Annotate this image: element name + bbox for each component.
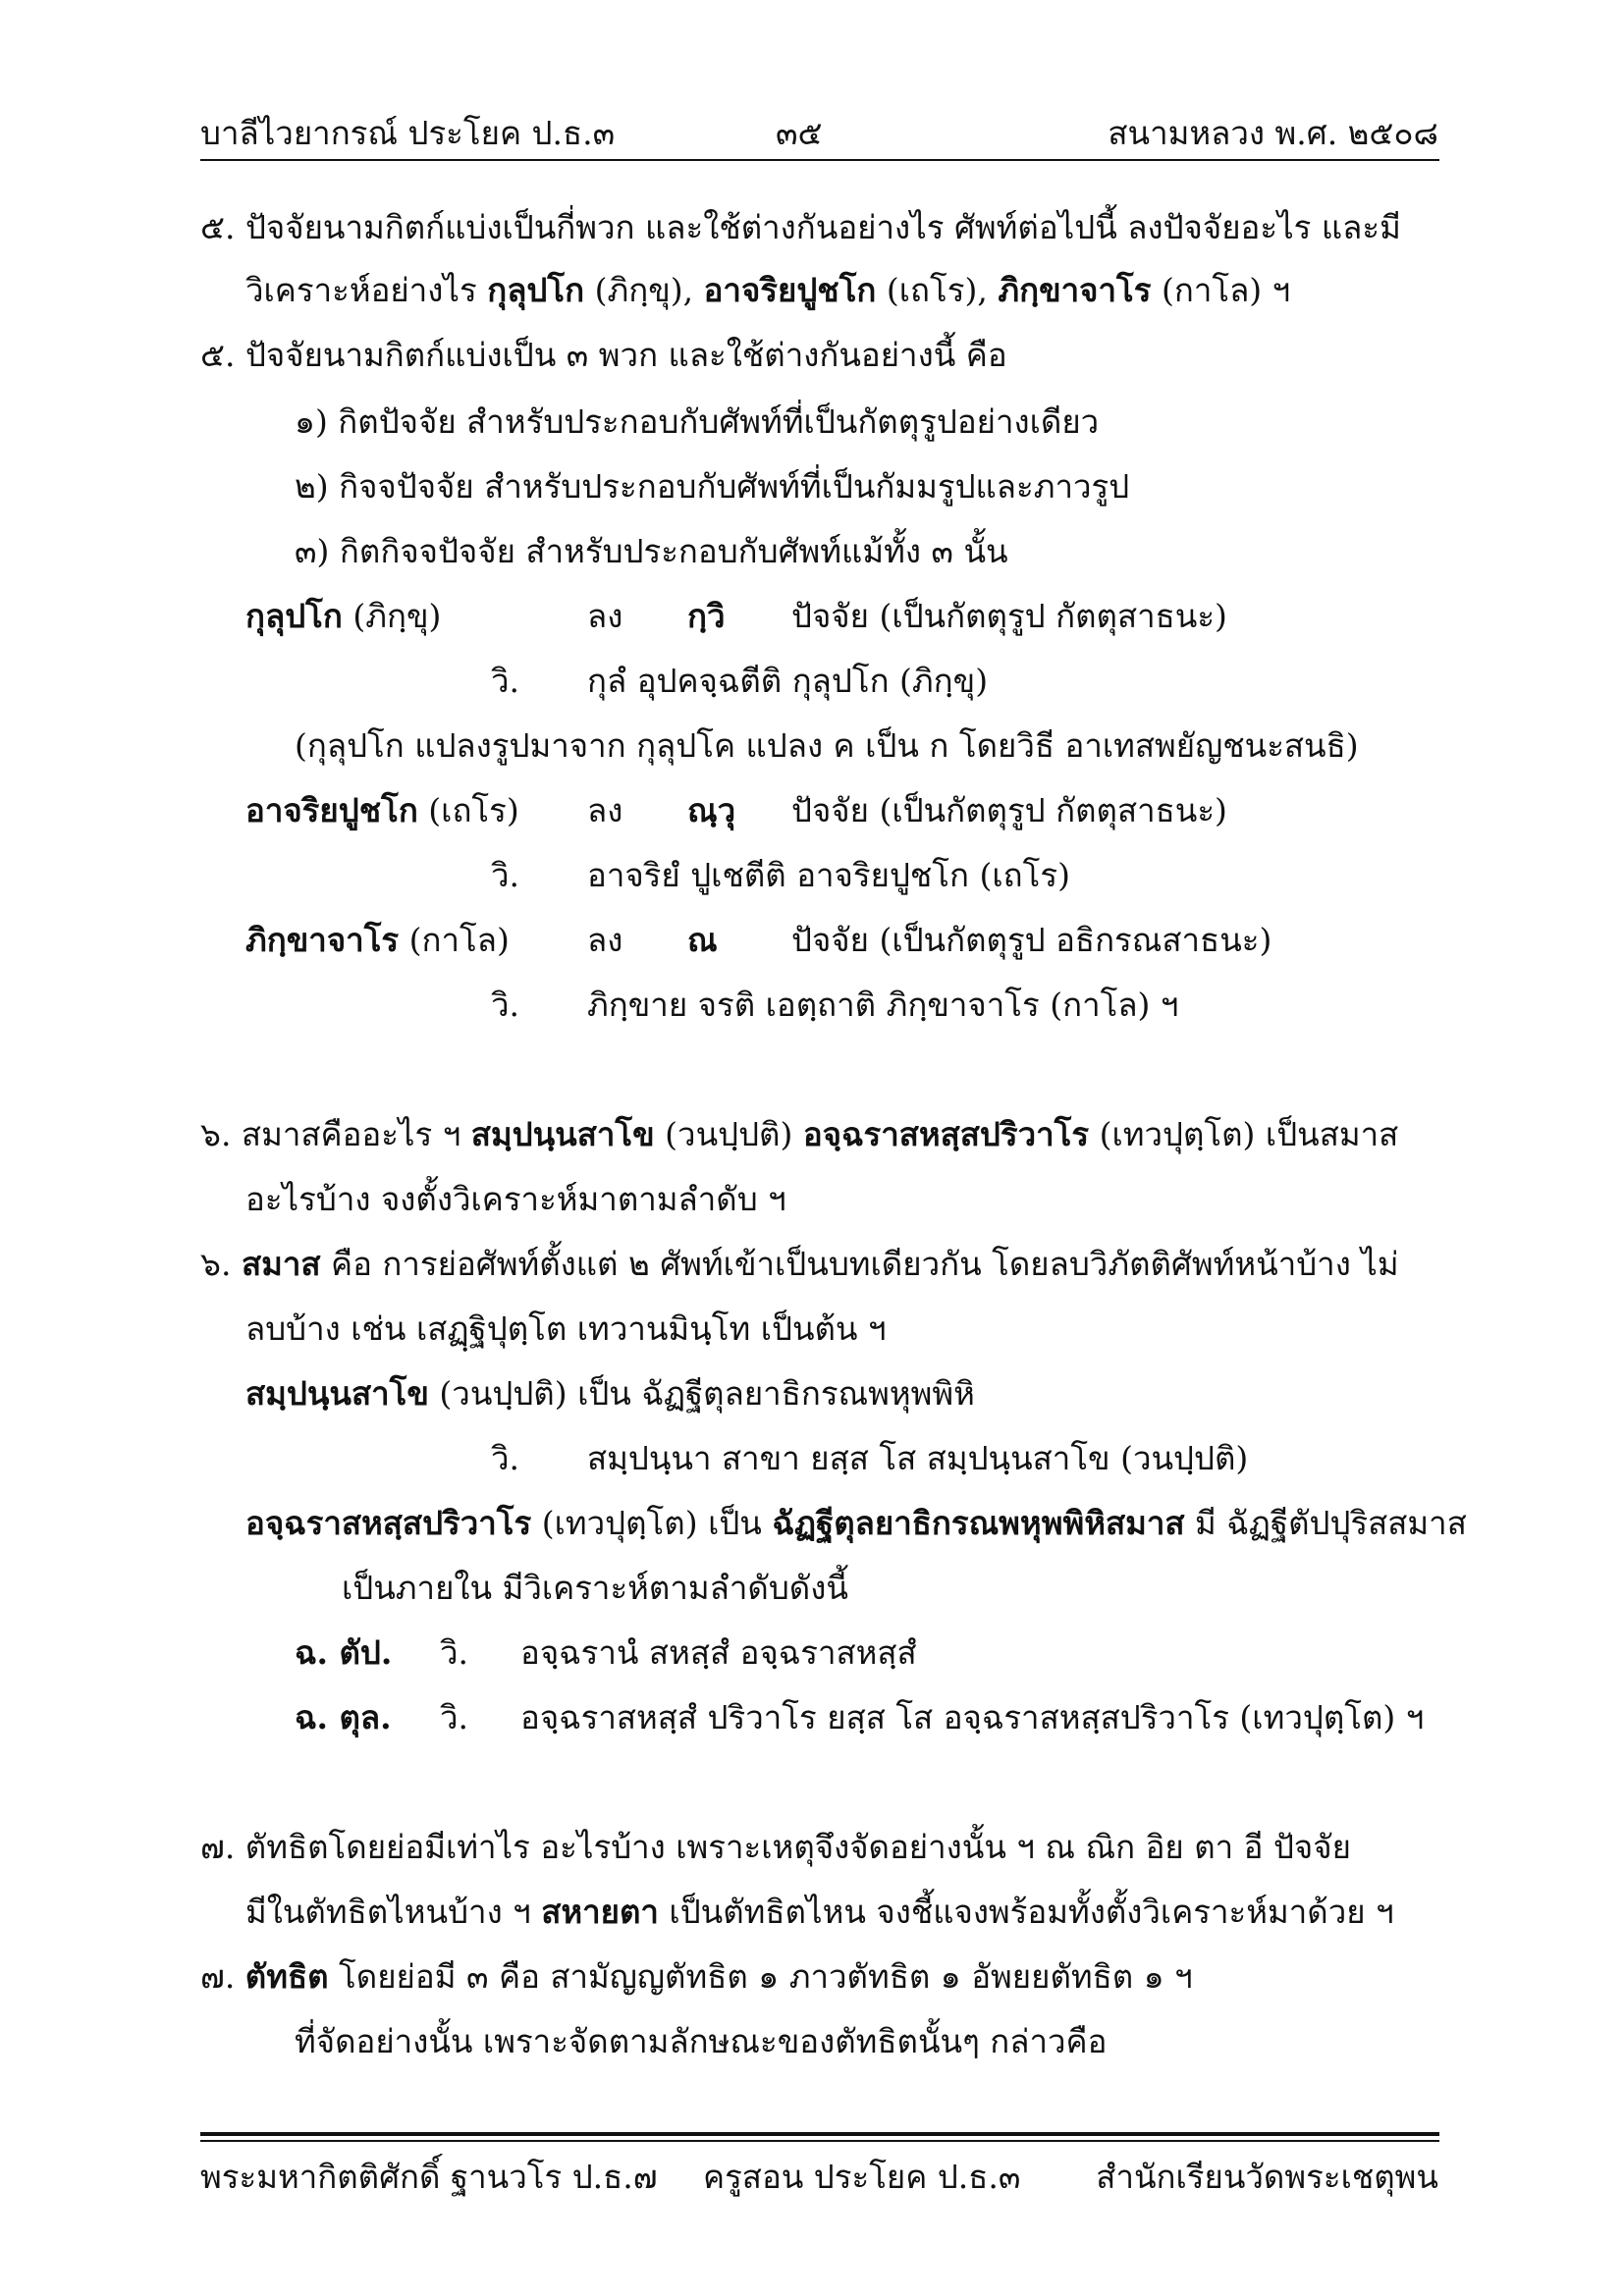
a5-word-1-vi-text: กุลํ อุปคจฺฉตีติ กุลุปโก (ภิกฺขุ) — [587, 662, 989, 700]
q5-term-3: ภิกฺขาจาโร — [998, 271, 1152, 309]
q5-line-2 — [245, 269, 1290, 312]
q6-gloss-1: (วนปฺปติ) — [654, 1115, 803, 1153]
a6-number: ๖. — [200, 1245, 242, 1283]
q6-term-1: สมฺปนฺนสาโข — [470, 1115, 655, 1153]
a5-word-2 — [245, 789, 519, 832]
a5-word-2-term: อาจริยปูชโก — [245, 791, 418, 829]
a5-word-1 — [245, 595, 441, 638]
a6-sample-2-bold: ฉัฏฐีตุลยาธิกรณพหุพพิหิสมาส — [772, 1504, 1185, 1542]
a6-sample-2-mid: (เทวปุตฺโต) เป็น — [531, 1504, 773, 1542]
a5-word-1-long: ลง — [587, 597, 623, 635]
a6-row-1-text: อจฺฉรานํ สหสฺสํ อจฺฉราสหสฺสํ — [520, 1633, 917, 1672]
header-left: บาลีไวยากรณ์ ประโยค ป.ธ.๓ — [200, 114, 616, 152]
a6-row-2-label: ฉ. ตุล. — [295, 1698, 392, 1736]
a5-word-3-vi-label: วิ. — [491, 986, 520, 1024]
a6-row-1-vi-label: วิ. — [440, 1633, 469, 1672]
a5-word-3 — [245, 919, 510, 962]
a5-item-1: ๑) กิตปัจจัย สำหรับประกอบกับศัพท์ที่เป็นกัตตุรูปอย่างเดียว — [295, 402, 1100, 441]
a5-word-2-long: ลง — [587, 791, 623, 829]
footer-rule-thin — [200, 2140, 1439, 2142]
header-page-number: ๓๕ — [776, 114, 823, 152]
a5-item-2: ๒) กิจจปัจจัย สำหรับประกอบกับศัพท์ที่เป็นกัมมรูปและภาวรูป — [295, 467, 1130, 506]
q6-text: ๖. สมาสคืออะไร ฯ — [200, 1115, 471, 1153]
a6-line-2: ลบบ้าง เช่น เสฏฺฐิปุตฺโต เทวานมินฺโท เป็นต้น ฯ — [245, 1309, 887, 1348]
footer-left: พระมหากิตติศักดิ์ ฐานวโร ป.ธ.๗ — [200, 2158, 658, 2196]
a6-definition: คือ การย่อศัพท์ตั้งแต่ ๒ ศัพท์เข้าเป็นบทเดียวกัน โดยลบวิภัตติศัพท์หน้าบ้าง ไม่ — [320, 1245, 1399, 1283]
a5-line-1: ๕. ปัจจัยนามกิตก์แบ่งเป็น ๓ พวก และใช้ต่างกันอย่างนี้ คือ — [200, 336, 1007, 374]
footer-rule-thick — [200, 2132, 1439, 2136]
a5-word-3-desc: ปัจจัย (เป็นกัตตุรูป อธิกรณสาธนะ) — [791, 921, 1272, 959]
a5-word-1-desc: ปัจจัย (เป็นกัตตุรูป กัตตุสาธนะ) — [791, 597, 1227, 635]
q5-term-2: อาจริยปูชโก — [703, 271, 877, 309]
a5-word-1-term: กุลุปโก — [245, 597, 343, 635]
a5-word-3-gloss: (กาโล) — [399, 921, 510, 959]
a5-word-2-suffix: ณฺวุ — [687, 791, 736, 829]
a6-row-2-vi-label: วิ. — [440, 1698, 469, 1736]
a6-sample-2-end: มี ฉัฏฐีตัปปุริสสมาส — [1184, 1504, 1467, 1542]
a6-sample-1-vi-label: วิ. — [491, 1439, 520, 1477]
a5-word-1-suffix: กฺวิ — [687, 597, 726, 635]
footer-center: ครูสอน ประโยค ป.ธ.๓ — [703, 2158, 1021, 2196]
a5-word-1-note: (กุลุปโก แปลงรูปมาจาก กุลุปโค แปลง ค เป็น ก โดยวิธี อาเทสพยัญชนะสนธิ) — [295, 726, 1359, 765]
a5-word-3-long: ลง — [587, 921, 623, 959]
a5-word-2-desc: ปัจจัย (เป็นกัตตุรูป กัตตุสาธนะ) — [791, 791, 1227, 829]
a5-word-2-vi-text: อาจริยํ ปูเชตีติ อาจริยปูชโก (เถโร) — [587, 856, 1070, 894]
a6-sample-1-rest: (วนปฺปติ) เป็น ฉัฏฐีตุลยาธิกรณพหุพพิหิ — [428, 1374, 975, 1413]
a5-word-2-gloss: (เถโร) — [417, 791, 519, 829]
q6-gloss-2: (เทวปุตฺโต) เป็นสมาส — [1089, 1115, 1399, 1153]
a6-sample-1-vi-text: สมฺปนฺนา สาขา ยสฺส โส สมฺปนฺนสาโข (วนปฺปติ) — [587, 1439, 1249, 1477]
a6-line-1 — [200, 1243, 1399, 1286]
header-rule — [200, 159, 1439, 161]
a5-word-1-vi-label: วิ. — [491, 662, 520, 700]
a6-sample-1-term: สมฺปนฺนสาโข — [245, 1374, 429, 1413]
a5-word-3-vi-text: ภิกฺขาย จรติ เอตฺถาติ ภิกฺขาจาโร (กาโล) ฯ — [587, 986, 1179, 1024]
a6-term: สมาส — [241, 1245, 321, 1283]
a7-rest: โดยย่อมี ๓ คือ สามัญญตัทธิต ๑ ภาวตัทธิต ๑ อัพยยตัทธิต ๑ ฯ — [328, 1957, 1193, 1996]
a6-sample-2-term: อจฺฉราสหสฺสปริวาโร — [245, 1504, 532, 1542]
a7-term: ตัทธิต — [244, 1957, 329, 1996]
q6-term-2: อจฺฉราสหสฺสปริวาโร — [802, 1115, 1090, 1153]
q6-line-2: อะไรบ้าง จงตั้งวิเคราะห์มาตามลำดับ ฯ — [245, 1180, 786, 1218]
q5-term-1: กุลุปโก — [487, 271, 585, 309]
header-right: สนามหลวง พ.ศ. ๒๕๐๘ — [1108, 114, 1438, 152]
a7-line-1 — [200, 1955, 1193, 1999]
a5-item-3: ๓) กิตกิจจปัจจัย สำหรับประกอบกับศัพท์แม้ทั้ง ๓ นั้น — [295, 532, 1008, 570]
a7-line-2: ที่จัดอย่างนั้น เพราะจัดตามลักษณะของตัทธิตนั้นๆ กล่าวคือ — [295, 2022, 1108, 2060]
q5-line-1: ๕. ปัจจัยนามกิตก์แบ่งเป็นกี่พวก และใช้ต่างกันอย่างไร ศัพท์ต่อไปนี้ ลงปัจจัยอะไร และมี — [200, 208, 1401, 246]
q7-line-1: ๗. ตัทธิตโดยย่อมีเท่าไร อะไรบ้าง เพราะเหตุจึงจัดอย่างนั้น ฯ ณ ณิก อิย ตา อี ปัจจัย — [200, 1828, 1351, 1866]
a6-sample-2-line-2: เป็นภายใน มีวิเคราะห์ตามลำดับดังนี้ — [342, 1569, 848, 1607]
q7-line-2 — [245, 1891, 1394, 1934]
footer-right: สำนักเรียนวัดพระเชตุพน — [1096, 2158, 1438, 2196]
q5-gloss-1: (ภิกฺขุ), — [584, 271, 704, 309]
a6-sample-2 — [245, 1502, 1467, 1545]
a6-sample-1 — [245, 1372, 975, 1415]
a5-word-2-vi-label: วิ. — [491, 856, 520, 894]
a6-row-2-text: อจฺฉราสหสฺสํ ปริวาโร ยสฺส โส อจฺฉราสหสฺสปริวาโร (เทวปุตฺโต) ฯ — [520, 1698, 1425, 1736]
q7-rest: เป็นตัทธิตไหน จงชี้แจงพร้อมทั้งตั้งวิเคราะห์มาด้วย ฯ — [658, 1893, 1394, 1931]
q5-gloss-3: (กาโล) ฯ — [1151, 271, 1291, 309]
q7-text: มีในตัทธิตไหนบ้าง ฯ — [245, 1893, 542, 1931]
q5-text: วิเคราะห์อย่างไร — [245, 271, 488, 309]
q6-line-1 — [200, 1113, 1398, 1156]
q7-term: สหายตา — [541, 1893, 659, 1931]
a5-word-3-term: ภิกฺขาจาโร — [245, 921, 400, 959]
a5-word-3-suffix: ณ — [687, 921, 718, 959]
a5-word-1-gloss: (ภิกฺขุ) — [342, 597, 442, 635]
a7-number: ๗. — [200, 1957, 245, 1996]
a6-row-1-label: ฉ. ตัป. — [295, 1633, 393, 1672]
q5-gloss-2: (เถโร), — [876, 271, 999, 309]
